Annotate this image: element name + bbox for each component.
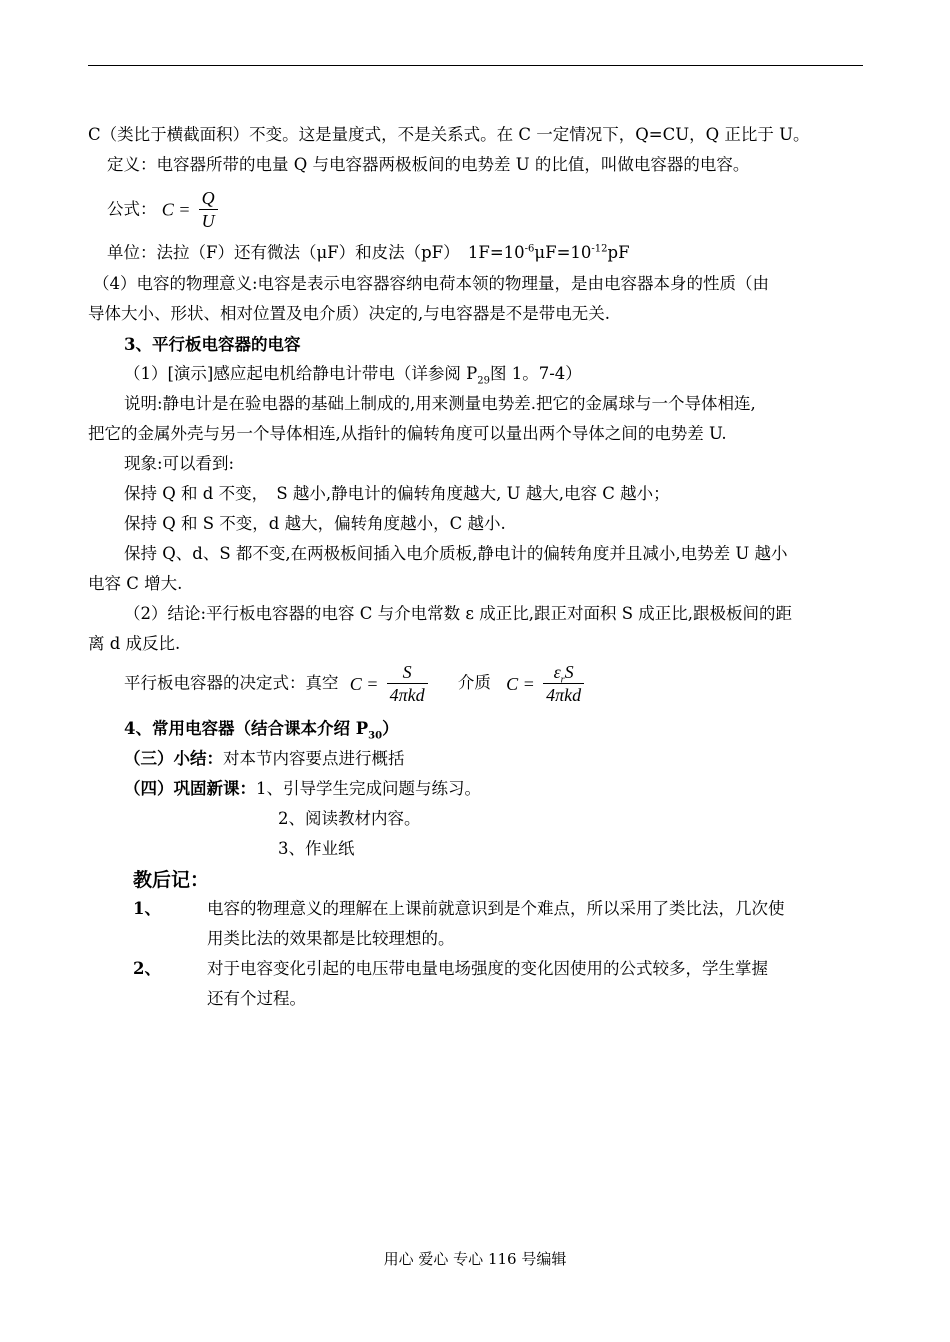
formula-def-fraction [199, 189, 218, 230]
vacuum-denominator: 4πkd [389, 685, 425, 705]
meaning-line-1: （4）电容的物理意义:电容是表示电容器容纳电荷本领的物理量，是由电容器本身的性质（由 [93, 274, 770, 293]
summary-text: 对本节内容要点进行概括 [223, 749, 405, 768]
medium-numerator [543, 663, 584, 684]
heading-4-text: 4、常用电容器（结合课本介绍 P [124, 719, 369, 738]
decide-label: 平行板电容器的决定式：真空 [124, 673, 339, 693]
keep-line-1: 保持 Q 和 d 不变， S 越小,静电计的偏转角度越大, U 越大,电容 C 越小； [124, 484, 670, 503]
definition-line: 定义：电容器所带的电量 Q 与电容器两极板间的电势差 U 的比值，叫做电容器的电容。 [107, 155, 750, 174]
unit-text: 单位：法拉（F）还有微法（μF）和皮法（pF） 1F=10 [107, 243, 525, 262]
formula-label: 公式： [107, 199, 157, 219]
unit-mid: μF=10 [534, 243, 592, 262]
summary-label: （三）小结： [124, 749, 223, 768]
keep-line-2: 保持 Q 和 S 不变，d 越大，偏转角度越小，C 越小. [124, 514, 506, 533]
after-item-2-line-1: 对于电容变化引起的电压带电量电场强度的变化因使用的公式较多，学生掌握 [207, 959, 768, 978]
explain-line-1: 说明:静电计是在验电器的基础上制成的,用来测量电势差.把它的金属球与一个导体相连, [124, 394, 756, 413]
medium-lhs: C = [506, 673, 535, 694]
section-heading-4 [124, 719, 399, 742]
consolidate-line [124, 781, 481, 798]
formula-def-numerator: Q [199, 189, 218, 210]
summary-line [124, 751, 405, 768]
after-item-2-line-2: 还有个过程。 [207, 989, 306, 1008]
unit-end: pF [607, 243, 630, 262]
medium-label: 介质 [457, 673, 491, 693]
after-item-1-line-1: 电容的物理意义的理解在上课前就意识到是个难点，所以采用了类比法，几次使 [207, 899, 785, 918]
phenomenon-line: 现象:可以看到: [124, 454, 235, 473]
formula-def-denominator: U [201, 211, 215, 231]
heading-4-end: ） [382, 719, 399, 738]
consolidate-label: （四）巩固新课： [124, 779, 256, 798]
after-item-1-number: 1、 [133, 899, 161, 918]
after-item-2-number: 2、 [133, 959, 161, 978]
decide-formula-line [124, 663, 587, 704]
vacuum-fraction [387, 663, 428, 704]
epsilon-sub: r [560, 674, 565, 686]
conclusion-line-2: 离 d 成反比. [88, 634, 181, 653]
meaning-line-2: 导体大小、形状、相对位置及电介质）决定的,与电容器是不是带电无关. [88, 304, 610, 323]
formula-line [107, 189, 221, 230]
demo-line [124, 364, 582, 387]
epsilon-symbol: ε [553, 662, 561, 682]
demo-text-end: 图 1。7-4） [489, 364, 582, 383]
medium-s: S [564, 662, 574, 682]
consolidate-item-3: 3、作业纸 [278, 839, 355, 858]
conclusion-line-1: （2）结论:平行板电容器的电容 C 与介电常数 ε 成正比,跟正对面积 S 成正比,跟极板间的距 [124, 604, 792, 623]
vacuum-lhs: C = [349, 673, 379, 694]
page-footer: 用心 爱心 专心 116 号编辑 [383, 1250, 567, 1268]
medium-denominator: 4πkd [546, 685, 582, 705]
demo-text: （1）[演示]感应起电机给静电计带电（详参阅 P [124, 364, 478, 383]
para-line-1: C（类比于横截面积）不变。这是量度式，不是关系式。在 C 一定情况下，Q=CU，Q 正比于 U。 [88, 125, 810, 144]
medium-fraction [543, 663, 584, 704]
explain-line-2: 把它的金属外壳与另一个导体相连,从指针的偏转角度可以量出两个导体之间的电势差 U. [88, 424, 727, 443]
keep-line-4: 电容 C 增大. [88, 574, 183, 593]
unit-exp-2: -12 [591, 243, 608, 255]
after-item-1-line-2: 用类比法的效果都是比较理想的。 [207, 929, 455, 948]
section-heading-3: 3、平行板电容器的电容 [124, 335, 301, 354]
unit-exp-1: -6 [524, 243, 535, 255]
vacuum-numerator: S [387, 663, 428, 684]
consolidate-item-2: 2、阅读教材内容。 [278, 809, 421, 828]
formula-def-lhs: C = [161, 199, 191, 220]
consolidate-item-1: 1、引导学生完成问题与练习。 [256, 779, 481, 798]
demo-page-sub: 29 [477, 375, 490, 387]
heading-4-sub: 30 [368, 730, 383, 742]
header-rule [88, 65, 863, 66]
after-class-title: 教后记： [133, 869, 210, 891]
keep-line-3: 保持 Q、d、S 都不变,在两极板间插入电介质板,静电计的偏转角度并且减小,电势差 U 越小 [124, 544, 788, 563]
unit-line [107, 245, 630, 262]
